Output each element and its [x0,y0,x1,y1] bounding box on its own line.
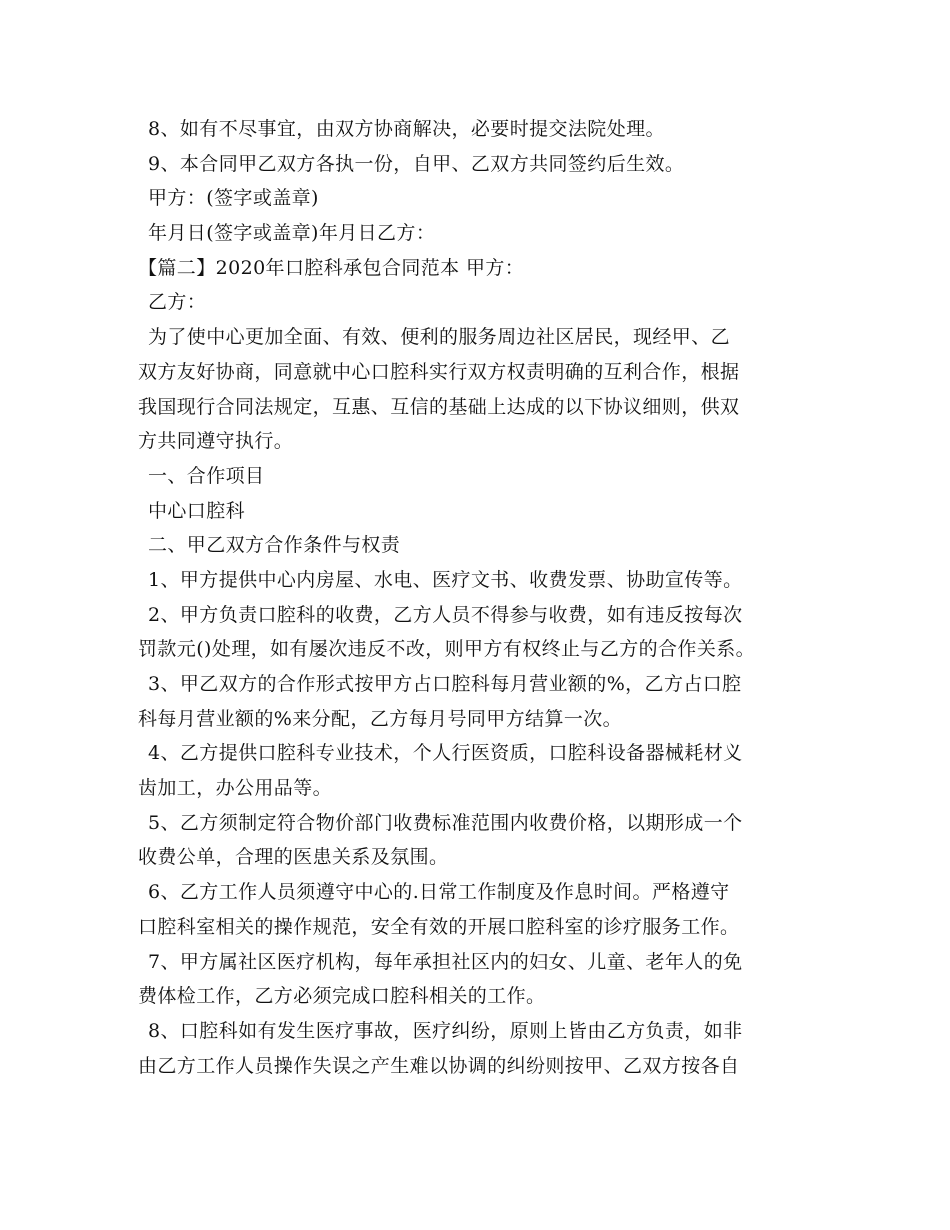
term-3-line-1: 3、甲乙双方的合作形式按甲方占口腔科每月营业额的%，乙方占口腔 [148,673,742,695]
term-7-line-2: 费体检工作，乙方必须完成口腔科相关的工作。 [138,985,546,1008]
term-5-line-2: 收费公单，合理的医患关系及氛围。 [138,846,449,869]
term-4-line-2: 齿加工，办公用品等。 [138,777,333,800]
preamble-line-2: 双方友好协商，同意就中心口腔科实行双方权责明确的互利合作，根据 [138,360,740,383]
project-name-line: 中心口腔科 [148,499,246,522]
term-4-line-1: 4、乙方提供口腔科专业技术，个人行医资质，口腔科设备器械耗材义 [148,742,743,765]
heading-cooperation-project: 一、合作项目 [148,464,265,487]
term-8-line-2: 由乙方工作人员操作失误之产生难以协调的纠纷则按甲、乙双方按各自 [138,1054,740,1077]
term-2-line-2: 罚款元()处理，如有屡次违反不改，则甲方有权终止与乙方的合作关系。 [138,638,756,661]
term-8-line-1: 8、口腔科如有发生医疗事故，医疗纠纷，原则上皆由乙方负责，如非 [148,1019,743,1042]
heading-conditions-rights: 二、甲乙双方合作条件与权责 [148,534,401,557]
date-signature-line: 年月日(签字或盖章)年月日乙方： [148,222,436,245]
section-two-heading: 【篇二】2020年口腔科承包合同范本 甲方： [138,256,525,279]
term-5-line-1: 5、乙方须制定符合物价部门收费标准范围内收费价格，以期形成一个 [148,811,743,834]
document-body [138,112,828,1083]
clause-9-line: 9、本合同甲乙双方各执一份，自甲、乙双方共同签约后生效。 [148,152,685,175]
party-a-signature-line: 甲方：(签字或盖章) [148,187,319,210]
clause-8-line: 8、如有不尽事宜，由双方协商解决，必要时提交法院处理。 [148,118,665,140]
term-6-line-2: 口腔科室相关的操作规范，安全有效的开展口腔科室的诊疗服务工作。 [138,915,740,938]
term-1-line: 1、甲方提供中心内房屋、水电、医疗文书、收费发票、协助宣传等。 [148,568,743,591]
party-b-line: 乙方： [148,291,207,314]
term-7-line-1: 7、甲方属社区医疗机构，每年承担社区内的妇女、儿童、老年人的免 [148,950,743,973]
term-6-line-1: 6、乙方工作人员须遵守中心的.日常工作制度及作息时间。严格遵守 [148,881,730,904]
term-3-line-2: 科每月营业额的%来分配，乙方每月号同甲方结算一次。 [138,707,623,730]
preamble-line-3: 我国现行合同法规定，互惠、互信的基础上达成的以下协议细则，供双 [138,395,740,418]
preamble-line-1: 为了使中心更加全面、有效、便利的服务周边社区居民，现经甲、乙 [148,326,731,349]
preamble-line-4: 方共同遵守执行。 [138,430,294,453]
term-2-line-1: 2、甲方负责口腔科的收费，乙方人员不得参与收费，如有违反按每次 [148,603,743,626]
